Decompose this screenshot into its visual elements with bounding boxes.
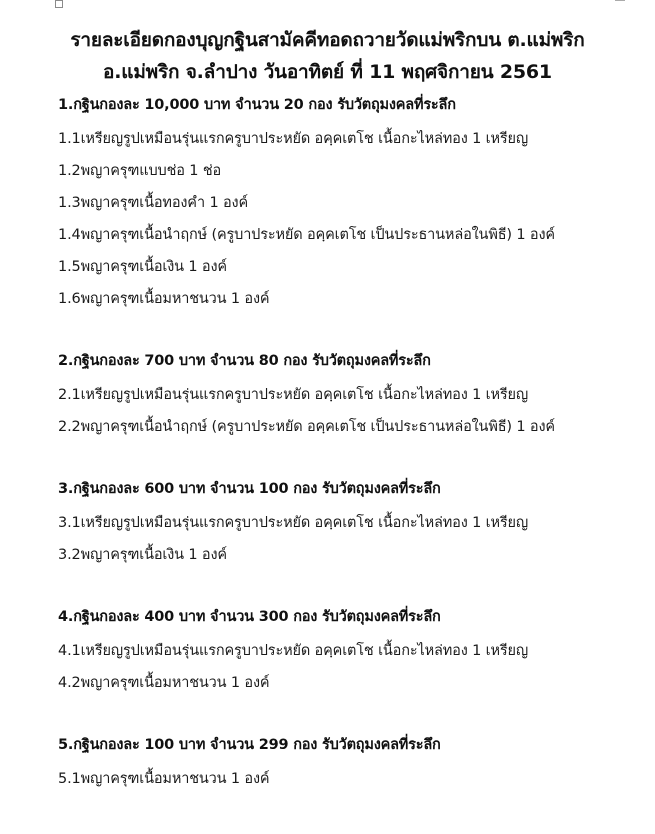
- list-item: 1.6พญาครุฑเนื้อมหาชนวน 1 องค์: [58, 291, 270, 307]
- section-spacer: [58, 314, 638, 346]
- list-item: 1.2พญาครุฑแบบช่อ 1 ช่อ: [58, 163, 222, 179]
- list-item: 4.1เหรียญรูปเหมือนรุ่นแรกครูบาประหยัด อคฺคเตโช เนื้อกะไหล่ทอง 1 เหรียญ: [58, 643, 529, 659]
- document-title-line-2: อ.แม่พริก จ.ลำปาง วันอาทิตย์ ที่ 11 พฤศจิกายน 2561: [103, 61, 552, 83]
- section-3: [58, 474, 638, 570]
- document-title-line-1: รายละเอียดกองบุญกฐินสามัคคีทอดถวายวัดแม่พริกบน ต.แม่พริก: [70, 29, 585, 51]
- list-item: 4.2พญาครุฑเนื้อมหาชนวน 1 องค์: [58, 675, 270, 691]
- section-heading: 5.กฐินกองละ 100 บาท จำนวน 299 กอง รับวัตถุมงคลที่ระลึก: [58, 737, 441, 753]
- list-item: 1.3พญาครุฑเนื้อทองคำ 1 องค์: [58, 195, 249, 211]
- section-heading: 2.กฐินกองละ 700 บาท จำนวน 80 กอง รับวัตถุมงคลที่ระลึก: [58, 353, 431, 369]
- section-4: [58, 602, 638, 698]
- section-1: [58, 90, 638, 314]
- list-item: 3.2พญาครุฑเนื้อเงิน 1 องค์: [58, 547, 227, 563]
- section-spacer: [58, 570, 638, 602]
- section-2: [58, 346, 638, 442]
- section-heading: 1.กฐินกองละ 10,000 บาท จำนวน 20 กอง รับวัตถุมงคลที่ระลึก: [58, 97, 456, 113]
- section-heading: 4.กฐินกองละ 400 บาท จำนวน 300 กอง รับวัตถุมงคลที่ระลึก: [58, 609, 441, 625]
- section-heading: 3.กฐินกองละ 600 บาท จำนวน 100 กอง รับวัตถุมงคลที่ระลึก: [58, 481, 441, 497]
- list-item: 2.1เหรียญรูปเหมือนรุ่นแรกครูบาประหยัด อคฺคเตโช เนื้อกะไหล่ทอง 1 เหรียญ: [58, 387, 529, 403]
- list-item: 5.1พญาครุฑเนื้อมหาชนวน 1 องค์: [58, 771, 270, 787]
- page-corner-mark-left: [55, 0, 63, 8]
- list-item: 2.2พญาครุฑเนื้อนำฤกษ์ (ครูบาประหยัด อคฺคเตโช เป็นประธานหล่อในพิธี) 1 องค์: [58, 419, 555, 435]
- list-item: 1.4พญาครุฑเนื้อนำฤกษ์ (ครูบาประหยัด อคฺคเตโช เป็นประธานหล่อในพิธี) 1 องค์: [58, 227, 555, 243]
- section-spacer: [58, 698, 638, 730]
- section-5: [58, 730, 638, 794]
- page-corner-mark-right: [615, 0, 625, 1]
- list-item: 3.1เหรียญรูปเหมือนรุ่นแรกครูบาประหยัด อคฺคเตโช เนื้อกะไหล่ทอง 1 เหรียญ: [58, 515, 529, 531]
- list-item: 1.5พญาครุฑเนื้อเงิน 1 องค์: [58, 259, 227, 275]
- section-spacer: [58, 442, 638, 474]
- list-item: 1.1เหรียญรูปเหมือนรุ่นแรกครูบาประหยัด อคฺคเตโช เนื้อกะไหล่ทอง 1 เหรียญ: [58, 131, 529, 147]
- document-body: [58, 90, 638, 794]
